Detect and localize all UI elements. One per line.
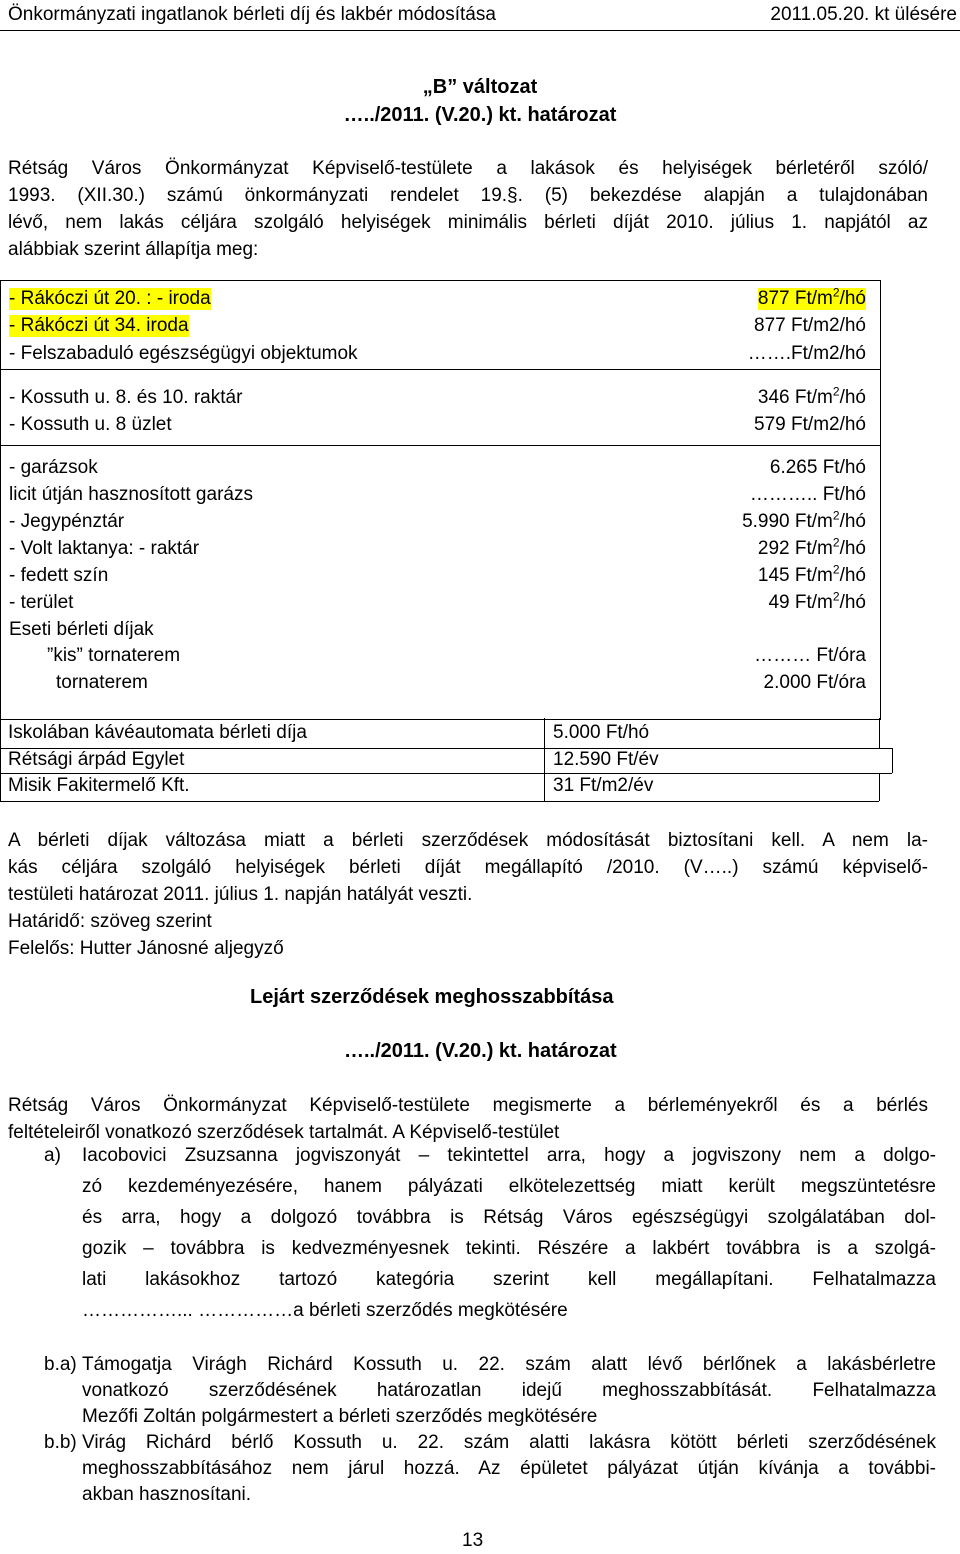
small-row-value: 5.000 Ft/hó	[553, 722, 650, 743]
variant-intro	[8, 155, 928, 263]
section-title: Lejárt szerződések meghosszabbítása	[250, 986, 614, 1008]
table-row	[1, 343, 880, 370]
header-title: Önkormányzati ingatlanok bérleti díj és lakbér módosítása	[8, 4, 496, 25]
item-a-line: zó kezdeményezésére, hanem pályázati elkötelezettség miatt került megszüntetésre	[82, 1176, 936, 1197]
row-label: - Kossuth u. 8 üzlet	[9, 414, 172, 435]
small-table	[0, 718, 960, 802]
small-row-label: Rétsági árpád Egylet	[8, 749, 185, 770]
table-row	[1, 672, 880, 699]
row-value: 5.990 $Ft/m^2/hó$	[742, 508, 866, 532]
closing-paragraph	[8, 827, 928, 962]
item-bb-line: Virág Richárd bérlő Kossuth u. 22. szám alatti lakásra kötött bérleti szerződésének	[82, 1432, 936, 1453]
small-row-value: 12.590 Ft/év	[553, 749, 659, 770]
row-value: ……… Ft/óra	[754, 645, 866, 666]
header-date: 2011.05.20. kt ülésére	[770, 4, 957, 25]
table-row	[1, 589, 880, 619]
small-row-value: 31 Ft/m2/év	[553, 775, 654, 796]
small-row-label: Iskolában kávéautomata bérleti díja	[8, 722, 307, 743]
intro-line: 1993. (XII.30.) számú önkormányzati rendelet 19.§. (5) bekezdése alapján a tulajdonában	[8, 185, 928, 206]
section-intro-line: Rétság Város Önkormányzat Képviselő-testülete megismerte a bérleményekről és a bérlés	[8, 1095, 928, 1116]
row-value: ……….. Ft/hó	[749, 484, 866, 505]
deadline: Határidő: szöveg szerint	[8, 911, 212, 932]
variant-resolution: …../2011. (V.20.) kt. határozat	[343, 104, 617, 126]
row-label: tornaterem	[56, 672, 148, 693]
table-row	[1, 562, 880, 592]
section-intro	[8, 1092, 928, 1146]
row-label: - Kossuth u. 8. és 10. raktár	[9, 387, 243, 408]
closing-line: testületi határozat 2011. július 1. napján hatályát veszti.	[8, 884, 473, 905]
row-value: …….Ft/m2/hó	[747, 343, 866, 364]
section-intro-line: feltételeiről vonatkozó szerződések tartalmát. A Képviselő-testület	[8, 1122, 560, 1143]
section-resolution: …../2011. (V.20.) kt. határozat	[344, 1040, 617, 1062]
row-value: 145 $Ft/m^2/hó$	[757, 562, 866, 586]
closing-line: A bérleti díjak változása miatt a bérleti szerződések módosítását biztosítani kell. A nem la-	[8, 830, 928, 851]
item-ba-marker: b.a)	[44, 1354, 77, 1375]
table-row	[1, 535, 880, 565]
header-rule	[0, 30, 960, 31]
row-label: - fedett szín	[9, 565, 109, 586]
item-ba-line: vonatkozó szerződésének határozatlan idejű meghosszabbítását. Felhatalmazza	[82, 1380, 936, 1401]
row-label: licit útján hasznosított garázs	[9, 484, 253, 505]
table-row	[1, 315, 880, 342]
item-bb	[82, 1430, 936, 1508]
table-row	[1, 484, 880, 511]
row-value: 49 $Ft/m^2/hó$	[768, 589, 866, 613]
small-row-label: Misik Fakitermelő Kft.	[8, 775, 190, 796]
row-label: - Volt laktanya: - raktár	[9, 538, 200, 559]
row-value: 877 Ft/m2/hó	[754, 315, 866, 336]
variant-title: „B” változat	[422, 76, 538, 98]
row-label: - Rákóczi út 20. : - iroda	[9, 288, 211, 309]
item-ba-line: Mezőfi Zoltán polgármestert a bérleti szerződés megkötésére	[82, 1406, 598, 1427]
row-label: - Rákóczi út 34. iroda	[9, 315, 189, 336]
fee-table	[0, 280, 881, 720]
row-label: - Felszabaduló egészségügyi objektumok	[9, 343, 358, 364]
row-value: 579 Ft/m2/hó	[754, 414, 866, 435]
item-bb-line: meghosszabbításához nem járul hozzá. Az épületet pályázat útján kívánja a további-	[82, 1458, 936, 1479]
closing-line: kás céljára szolgáló helyiségek bérleti díját megállapító /2010. (V…..) számú képviselő-	[8, 857, 928, 878]
row-value: 346 $Ft/m^2/hó$	[757, 384, 866, 408]
item-ba-line: Támogatja Virágh Richárd Kossuth u. 22. szám alatt lévő bérlőnek a lakásbérletre	[82, 1354, 936, 1375]
item-a-line: és arra, hogy a dolgozó továbbra is Rétság Város egészségügyi szolgálatában dol-	[82, 1207, 936, 1228]
table-row	[1, 285, 880, 315]
item-a-marker: a)	[44, 1145, 61, 1166]
row-label: Eseti bérleti díjak	[9, 619, 154, 640]
intro-line: alábbiak szerint állapítja meg:	[8, 239, 259, 260]
table-row	[1, 645, 880, 672]
page-number: 13	[462, 1530, 484, 1551]
item-bb-marker: b.b)	[44, 1432, 77, 1453]
table-row	[1, 414, 880, 441]
table-row	[1, 384, 880, 414]
row-label: ”kis” tornaterem	[47, 645, 181, 666]
row-label: - garázsok	[9, 457, 98, 478]
item-a-line: Iacobovici Zsuzsanna jogviszonyát – tekintettel arra, hogy a jogviszony nem a dolgo-	[82, 1145, 936, 1166]
item-bb-line: akban hasznosítani.	[82, 1484, 252, 1505]
item-ba	[82, 1352, 936, 1430]
row-label: - terület	[9, 592, 74, 613]
table-row	[1, 619, 880, 646]
item-a-line: gozik – továbbra is kedvezményesnek tekinti. Részére a lakbért továbbra is a szolgá-	[82, 1238, 936, 1259]
row-value: 877 $Ft/m^2/hó$	[757, 285, 866, 309]
table-row	[1, 457, 880, 484]
row-value: 6.265 Ft/hó	[769, 457, 866, 478]
responsible: Felelős: Hutter Jánosné aljegyző	[8, 938, 284, 959]
row-value: 292 $Ft/m^2/hó$	[757, 535, 866, 559]
item-a-line: ……………... ……………a bérleti szerződés megkötésére	[82, 1300, 568, 1321]
item-a-line: lati lakásokhoz tartozó kategória szerint kell megállapítani. Felhatalmazza	[82, 1269, 936, 1290]
row-label: - Jegypénztár	[9, 511, 125, 532]
table-row	[1, 508, 880, 538]
row-value: 2.000 Ft/óra	[763, 672, 866, 693]
intro-line: lévő, nem lakás céljára szolgáló helyiségek minimális bérleti díját 2010. július 1. napjától az	[8, 212, 928, 233]
item-a	[82, 1140, 936, 1326]
intro-line: Rétság Város Önkormányzat Képviselő-testülete a lakások és helyiségek bérletéről szóló/	[8, 158, 928, 179]
